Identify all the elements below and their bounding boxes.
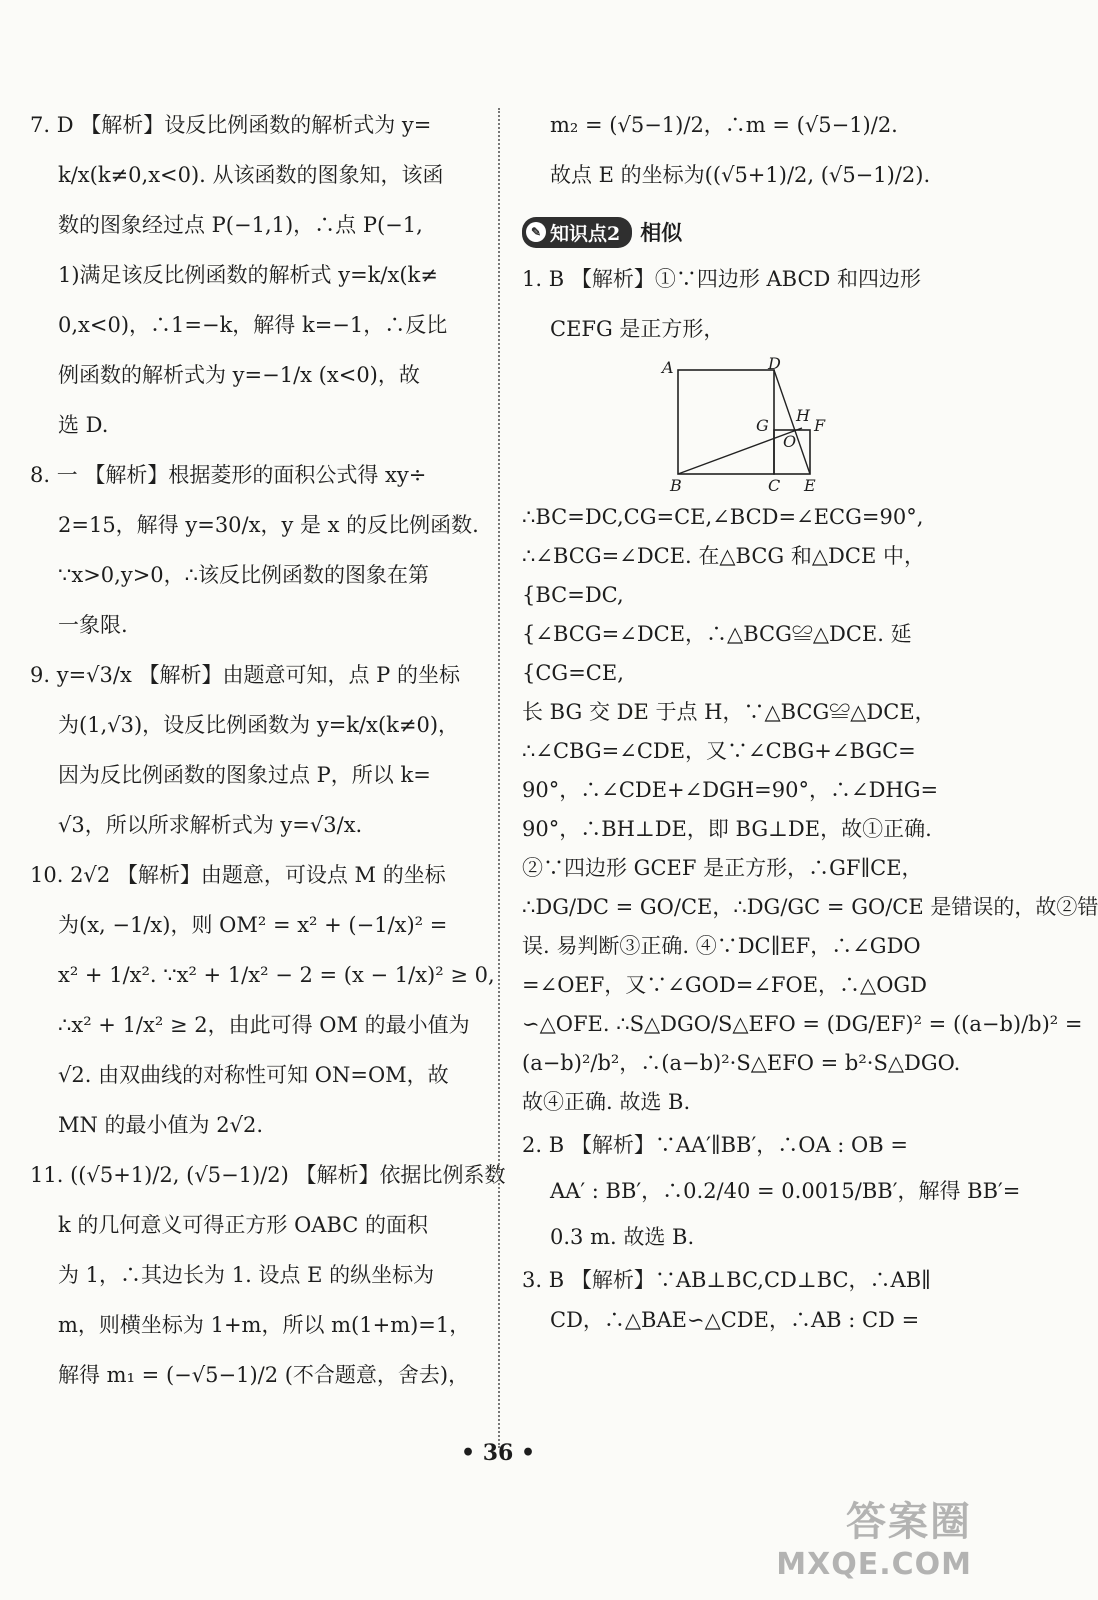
answer-line: k/x(k≠0,x<0). 从该函数的图象知，该函 <box>58 163 444 187</box>
section-heading <box>522 210 972 254</box>
section-badge <box>522 217 632 248</box>
answer-line: 因为反比例函数的图象过点 P，所以 k= <box>58 763 431 787</box>
right-column <box>522 100 1098 1340</box>
answer-line: 故④正确. 故选 B. <box>522 1090 691 1114</box>
answer-line: 2=15，解得 y=30/x，y 是 x 的反比例函数. <box>58 513 479 537</box>
answer-line: 选 D. <box>58 413 109 437</box>
answer-line: 一象限. <box>58 613 128 637</box>
label-e: E <box>804 476 816 495</box>
answer-line: 90°，∴∠CDE+∠DGH=90°，∴∠DHG= <box>522 778 939 802</box>
answer-7 <box>30 100 475 450</box>
geometry-diagram <box>652 356 952 496</box>
answer-line: 8. 一 【解析】根据菱形的面积公式得 xy÷ <box>30 463 427 487</box>
watermark-url: MXQE.COM <box>776 1547 972 1582</box>
answer-line: 0.3 m. 故选 B. <box>550 1225 695 1249</box>
page-number: • 36 • <box>460 1440 536 1466</box>
answer-line: 10. 2√2 【解析】由题意，可设点 M 的坐标 <box>30 863 446 887</box>
label-h: H <box>796 406 810 425</box>
watermark <box>776 1490 972 1582</box>
answer-line: ∴DG/DC = GO/CE，∴DG/GC = GO/CE 是错误的，故②错 <box>522 895 1098 919</box>
answer-line: ∵x>0,y>0，∴该反比例函数的图象在第 <box>58 563 430 587</box>
answer-11 <box>30 1150 506 1400</box>
answer-line: 为(x, −1/x)，则 OM² = x² + (−1/x)² = <box>58 913 448 937</box>
label-o: O <box>783 432 797 451</box>
squares-figure <box>652 356 952 496</box>
answer-line: 为(1,√3)，设反比例函数为 y=k/x(k≠0)， <box>58 713 460 737</box>
answer-line: m，则横坐标为 1+m，所以 m(1+m)=1， <box>58 1313 471 1337</box>
answer-line: 数的图象经过点 P(−1,1)，∴点 P(−1, <box>58 213 423 237</box>
answer-line: ∽△OFE. ∴S△DGO/S△EFO = (DG/EF)² = ((a−b)/b)² = <box>522 1012 1083 1036</box>
answer-line: CEFG 是正方形， <box>550 317 725 341</box>
answer-line: 1. B 【解析】①∵四边形 ABCD 和四边形 <box>522 267 922 291</box>
answer-1-body <box>522 498 1098 1122</box>
section-badge-label: 知识点2 <box>550 222 621 245</box>
answer-line: √3，所以所求解析式为 y=√3/x. <box>58 813 363 837</box>
answer-line: ∴∠CBG=∠CDE，又∵∠CBG+∠BGC= <box>522 739 916 763</box>
answer-line: AA′ : BB′，∴0.2/40 = 0.0015/BB′，解得 BB′= <box>550 1179 1021 1203</box>
label-g: G <box>756 416 769 435</box>
answer-10 <box>30 850 495 1150</box>
answer-line: x² + 1/x². ∵x² + 1/x² − 2 = (x − 1/x)² ≥ 0, <box>58 963 495 987</box>
answer-line: 2. B 【解析】∵AA′∥BB′，∴OA : OB = <box>522 1133 908 1157</box>
answer-line: ∴∠BCG=∠DCE. 在△BCG 和△DCE 中， <box>522 544 925 568</box>
watermark-line: 答案圈 <box>846 1499 972 1545</box>
answer-line: MN 的最小值为 2√2. <box>58 1113 264 1137</box>
answer-9 <box>30 650 475 850</box>
answer-line: (a−b)²/b²，∴(a−b)²·S△EFO = b²·S△DGO. <box>522 1051 961 1075</box>
answer-2 <box>522 1122 1021 1260</box>
answer-line: 7. D 【解析】设反比例函数的解析式为 y= <box>30 113 432 137</box>
answer-line: m₂ = (√5−1)/2，∴m = (√5−1)/2. <box>550 113 898 137</box>
answer-line: 故点 E 的坐标为((√5+1)/2, (√5−1)/2). <box>550 163 931 187</box>
answer-line: {CG=CE, <box>522 661 624 685</box>
answer-line: 9. y=√3/x 【解析】由题意可知，点 P 的坐标 <box>30 663 460 687</box>
answer-line: 90°，∴BH⊥DE，即 BG⊥DE，故①正确. <box>522 817 932 841</box>
column-divider <box>498 108 500 1448</box>
answer-line: ②∵四边形 GCEF 是正方形，∴GF∥CE， <box>522 856 923 880</box>
answer-line: {∠BCG=∠DCE，∴△BCG≌△DCE. 延 <box>522 622 912 646</box>
answer-1-intro <box>522 254 972 354</box>
answer-line: k 的几何意义可得正方形 OABC 的面积 <box>58 1213 429 1237</box>
section-title: 相似 <box>640 220 683 245</box>
answer-line: 3. B 【解析】∵AB⊥BC,CD⊥BC，∴AB∥ <box>522 1268 931 1292</box>
answer-line: {BC=DC, <box>522 583 624 607</box>
label-c: C <box>768 476 781 495</box>
answer-line: 0,x<0)，∴1=−k，解得 k=−1，∴反比 <box>58 313 448 337</box>
label-f: F <box>814 416 826 435</box>
answer-line: =∠OEF，又∵∠GOD=∠FOE，∴△OGD <box>522 973 928 997</box>
answer-line: 为 1，∴其边长为 1. 设点 E 的纵坐标为 <box>58 1263 435 1287</box>
answer-line: 误. 易判断③正确. ④∵DC∥EF，∴∠GDO <box>522 934 921 958</box>
label-a: A <box>662 358 674 377</box>
answer-line: 11. ((√5+1)/2, (√5−1)/2) 【解析】依据比例系数 <box>30 1163 506 1187</box>
answer-line: 解得 m₁ = (−√5−1)/2 (不合题意，舍去)， <box>58 1363 470 1387</box>
answer-line: 长 BG 交 DE 于点 H，∵△BCG≌△DCE， <box>522 700 936 724</box>
left-column <box>30 100 506 1400</box>
answer-11-continued <box>522 100 972 200</box>
answer-line: 1)满足该反比例函数的解析式 y=k/x(k≠ <box>58 263 438 287</box>
answer-line: ∴BC=DC,CG=CE,∠BCD=∠ECG=90°, <box>522 505 924 529</box>
label-d: D <box>768 354 781 373</box>
answer-8 <box>30 450 479 650</box>
answer-line: √2. 由双曲线的对称性可知 ON=OM，故 <box>58 1063 449 1087</box>
answer-line: ∴x² + 1/x² ≥ 2，由此可得 OM 的最小值为 <box>58 1013 470 1037</box>
label-b: B <box>670 476 682 495</box>
answer-3 <box>522 1260 972 1340</box>
knowledge-icon: ✎ <box>526 222 546 242</box>
answer-line: CD，∴△BAE∽△CDE，∴AB : CD = <box>550 1308 920 1332</box>
answer-line: 例函数的解析式为 y=−1/x (x<0)，故 <box>58 363 420 387</box>
